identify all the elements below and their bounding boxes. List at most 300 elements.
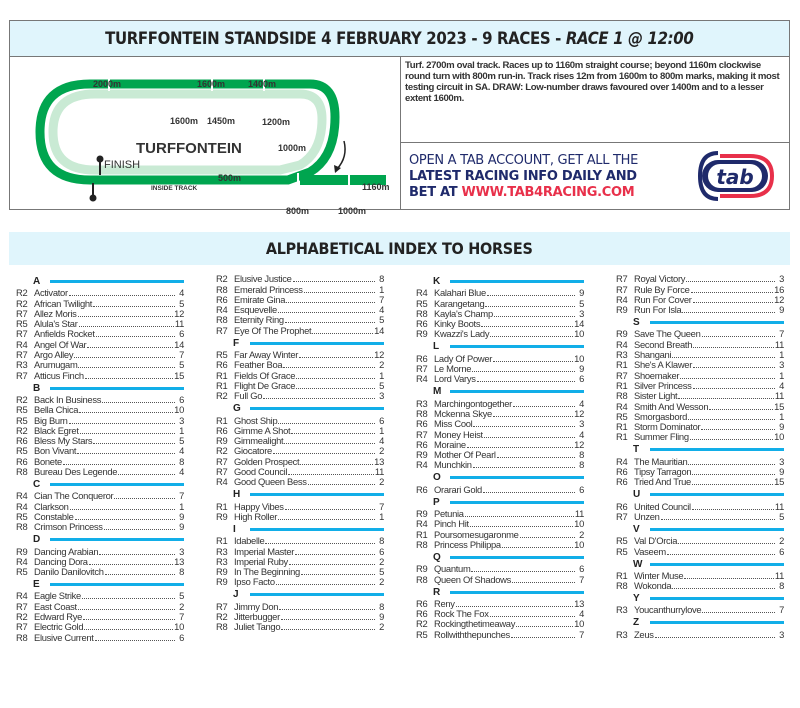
dot-leader (693, 347, 774, 348)
horse-name: Bless My Stars (34, 435, 93, 447)
dot-leader (520, 537, 575, 538)
dot-leader (472, 371, 575, 372)
horse-name: Good Council (234, 466, 288, 478)
horse-name: Clarkson (34, 500, 69, 512)
race-number: R1 (416, 528, 428, 540)
letter-divider (650, 563, 784, 566)
dot-leader (477, 381, 575, 382)
marker-1400m: 1400m (248, 79, 277, 89)
race-number: R1 (216, 379, 228, 391)
horse-name: Crimson Princess (34, 521, 103, 533)
dot-leader (284, 443, 375, 444)
saddle-number: 6 (179, 393, 184, 405)
dot-leader (702, 336, 775, 337)
horse-name: Allez Moris (34, 307, 77, 319)
race-number: R8 (216, 283, 228, 295)
race-number: R9 (216, 435, 228, 447)
letter-label: I (233, 523, 236, 535)
race-number: R1 (616, 421, 628, 433)
letter-label: K (433, 276, 441, 287)
horse-name: Royal Victory (634, 273, 686, 285)
horse-name: Run For Cover (634, 293, 692, 305)
saddle-number: 4 (379, 304, 384, 316)
horse-name: Silver Princess (634, 379, 692, 391)
letter-heading (216, 523, 384, 536)
race-number: R1 (616, 379, 628, 391)
horse-entry (616, 546, 784, 556)
saddle-number: 2 (379, 576, 384, 588)
dot-leader (483, 492, 575, 493)
dot-leader (490, 616, 575, 617)
dot-leader (682, 312, 775, 313)
race-number: R7 (16, 369, 28, 381)
horse-name: Flight De Grace (234, 379, 296, 391)
saddle-number: 1 (379, 424, 384, 436)
horse-name: Edward Rye (34, 611, 83, 623)
race-number: R2 (16, 287, 28, 299)
dot-leader (281, 629, 375, 630)
horse-name: Kayla's Champ (434, 307, 493, 319)
saddle-number: 13 (574, 597, 584, 609)
horse-name: Back In Business (34, 393, 102, 405)
race-number: R7 (616, 510, 628, 522)
horse-entry (416, 519, 584, 529)
horse-name: Juliet Tango (234, 621, 281, 633)
dot-leader (273, 453, 375, 454)
letter-divider (50, 387, 184, 390)
saddle-number: 10 (574, 518, 584, 530)
saddle-number: 8 (379, 535, 384, 547)
marker-2000m: 2000m (93, 79, 122, 89)
marker-1160m: 1160m (362, 182, 390, 192)
horse-name: Zeus (634, 628, 654, 640)
marker-500m: 500m (218, 173, 242, 183)
race-number: R6 (16, 435, 28, 447)
dot-leader (678, 398, 774, 399)
dot-leader (672, 588, 775, 589)
race-number: R4 (16, 590, 28, 602)
horse-name: Dancing Arabian (34, 545, 99, 557)
race-number: R4 (16, 555, 28, 567)
dot-leader (511, 637, 575, 638)
race-number: R7 (616, 283, 628, 295)
saddle-number: 7 (379, 293, 384, 305)
horse-name: Run For Isla (634, 304, 682, 316)
letter-label: Y (633, 593, 640, 605)
horse-name: Rollwiththepunches (434, 628, 510, 640)
race-number: R6 (616, 476, 628, 488)
race-number: R4 (16, 490, 28, 502)
dot-leader (693, 388, 776, 389)
horse-entry (16, 546, 184, 556)
horse-entry (16, 567, 184, 577)
dot-leader (289, 564, 375, 565)
race-number: R8 (216, 621, 228, 633)
saddle-number: 6 (779, 545, 784, 557)
saddle-number: 6 (579, 563, 584, 575)
letter-label: S (633, 317, 640, 329)
horse-name: Rock The Fox (434, 608, 489, 620)
letter-heading (216, 402, 384, 415)
saddle-number: 10 (774, 431, 784, 443)
dot-leader (93, 306, 175, 307)
saddle-number: 15 (774, 476, 784, 488)
horse-name: Jitterbugger (234, 611, 280, 623)
dot-leader (690, 439, 773, 440)
marker-1450m: 1450m (207, 116, 236, 126)
saddle-number: 2 (179, 600, 184, 612)
race-number: R4 (16, 338, 28, 350)
race-number: R8 (16, 466, 28, 478)
saddle-number: 5 (379, 314, 384, 326)
horse-name: Emirate Gina (234, 293, 286, 305)
letter-label: E (33, 579, 40, 591)
dot-leader (96, 336, 175, 337)
race-number: R4 (616, 455, 628, 467)
horse-name: Eagle Strike (34, 590, 81, 602)
race-number: R1 (216, 414, 228, 426)
race-number: R6 (416, 438, 428, 450)
race-number: R4 (616, 400, 628, 412)
standside-track-label: STANDSIDE TRACK (142, 194, 204, 201)
race-number: R7 (16, 621, 28, 633)
horse-name: Black Egret (34, 424, 79, 436)
saddle-number: 1 (179, 500, 184, 512)
saddle-number: 10 (174, 621, 184, 633)
race-number: R1 (216, 535, 228, 547)
horse-name: Eye Of The Prophet (234, 324, 312, 336)
race-number: R5 (416, 628, 428, 640)
saddle-number: 6 (579, 373, 584, 385)
dot-leader (263, 398, 375, 399)
dot-leader (494, 316, 575, 317)
letter-divider (250, 407, 384, 410)
saddle-number: 8 (579, 449, 584, 461)
horse-entry (616, 305, 784, 315)
dot-leader (75, 519, 175, 520)
race-number: R8 (16, 631, 28, 643)
marker-1600m-outer: 1600m (197, 79, 226, 89)
letter-label: V (633, 523, 640, 535)
saddle-number: 7 (779, 604, 784, 616)
letter-divider (50, 280, 184, 283)
race-number: R7 (216, 466, 228, 478)
horse-entry (16, 591, 184, 601)
letter-divider (450, 591, 584, 594)
marker-1600m-inner: 1600m (170, 116, 199, 126)
horse-name: Constable (34, 510, 74, 522)
dot-leader (655, 637, 775, 638)
horse-name: Mother Of Pearl (434, 449, 496, 461)
saddle-number: 13 (374, 455, 384, 467)
horse-name: Far Away Winter (234, 349, 299, 361)
letter-heading (616, 443, 784, 456)
track-map (10, 57, 401, 216)
saddle-number: 1 (379, 369, 384, 381)
dot-leader (688, 419, 775, 420)
dot-leader (89, 564, 173, 565)
horse-entry (16, 370, 184, 380)
letter-divider (50, 583, 184, 586)
horse-entry (216, 446, 384, 456)
tab-logo-icon (698, 151, 776, 201)
race-number: R3 (616, 628, 628, 640)
horse-name: Save The Queen (634, 328, 701, 340)
letter-divider (450, 390, 584, 393)
race-number: R5 (616, 535, 628, 547)
dot-leader (691, 292, 774, 293)
horse-name: Good Queen Bess (234, 476, 307, 488)
letter-heading (416, 340, 584, 353)
horse-name: Activator (34, 287, 68, 299)
dot-leader (702, 612, 775, 613)
horse-entry (616, 432, 784, 442)
saddle-number: 1 (779, 369, 784, 381)
saddle-number: 14 (174, 338, 184, 350)
saddle-number: 3 (579, 418, 584, 430)
race-number: R7 (216, 324, 228, 336)
horse-name: Princess Philippa (434, 538, 501, 550)
saddle-number: 9 (179, 521, 184, 533)
index-column (16, 274, 192, 643)
tab-advert[interactable] (401, 143, 790, 210)
horse-name: Anfields Rocket (34, 328, 95, 340)
letter-label: T (633, 444, 640, 456)
letter-heading (416, 471, 584, 484)
race-number: R9 (416, 328, 428, 340)
horse-name: Storm Dominator (634, 421, 701, 433)
race-number: R4 (16, 500, 28, 512)
horse-name: Kwazzi's Lady (434, 328, 490, 340)
letter-label: A (33, 276, 41, 287)
saddle-number: 13 (174, 555, 184, 567)
horse-name: In The Beginning (234, 566, 300, 578)
dot-leader (686, 281, 775, 282)
dot-leader (692, 484, 773, 485)
svg-text:tab: tab (716, 165, 754, 189)
horse-name: United Council (634, 500, 691, 512)
dot-leader (283, 367, 375, 368)
race-number: R4 (616, 338, 628, 350)
saddle-number: 7 (579, 573, 584, 585)
horse-name: Ipso Facto (234, 576, 275, 588)
race-number: R4 (416, 459, 428, 471)
saddle-number: 7 (179, 349, 184, 361)
index-title: ALPHABETICAL INDEX TO HORSES (266, 239, 533, 258)
letter-divider (250, 528, 384, 531)
race-number: R2 (216, 445, 228, 457)
horse-name: Golden Prospect (234, 455, 300, 467)
saddle-number: 8 (179, 455, 184, 467)
dot-leader (470, 526, 573, 527)
race-number: R2 (216, 390, 228, 402)
horse-name: Vaseem (634, 545, 666, 557)
letter-label: W (633, 558, 643, 570)
dot-leader (296, 378, 375, 379)
dot-leader (513, 406, 575, 407)
dot-leader (709, 409, 773, 410)
letter-divider (650, 621, 784, 624)
horse-name: Electric Gold (34, 621, 84, 633)
track-description-panel (401, 57, 790, 143)
horse-name: Winter Muse (634, 569, 684, 581)
dot-leader (293, 281, 375, 282)
horse-entry (216, 360, 384, 370)
dot-leader (285, 509, 375, 510)
saddle-number: 3 (179, 545, 184, 557)
horse-entry (216, 325, 384, 335)
saddle-number: 5 (179, 590, 184, 602)
horse-name: Bella Chica (34, 404, 79, 416)
letter-heading (416, 586, 584, 599)
saddle-number: 9 (379, 611, 384, 623)
saddle-number: 5 (179, 297, 184, 309)
letter-label: Q (433, 551, 441, 563)
horse-name: Val D'Orcia (634, 535, 678, 547)
letter-heading (616, 616, 784, 629)
race-number: R6 (416, 318, 428, 330)
race-number: R8 (416, 307, 428, 319)
race-number: R1 (216, 500, 228, 512)
horse-entry (416, 564, 584, 574)
dot-leader (77, 453, 175, 454)
race-number: R5 (16, 414, 28, 426)
horse-entry (16, 467, 184, 477)
saddle-number: 3 (579, 307, 584, 319)
horse-entry (16, 622, 184, 632)
horse-entry (216, 477, 384, 487)
horse-name: She's A Klawer (634, 359, 693, 371)
horse-name: African Twilight (34, 297, 93, 309)
letter-heading (616, 558, 784, 571)
race-number: R4 (216, 476, 228, 488)
dot-leader (701, 429, 775, 430)
horse-name: Second Breath (634, 338, 693, 350)
dot-leader (265, 543, 375, 544)
horse-name: Smorgasbord (634, 410, 687, 422)
marker-1000m-straight: 1000m (338, 206, 367, 216)
horse-name: Dancing Dora (34, 555, 88, 567)
letter-divider (650, 597, 784, 600)
letter-divider (250, 493, 384, 496)
dot-leader (281, 619, 375, 620)
horse-entry (216, 622, 384, 632)
race-number: R5 (416, 297, 428, 309)
race-number: R9 (16, 545, 28, 557)
letter-heading (216, 488, 384, 501)
marker-1000m-inner: 1000m (278, 143, 307, 153)
horse-name: Giocatore (234, 445, 272, 457)
race-number: R2 (16, 297, 28, 309)
saddle-number: 2 (379, 555, 384, 567)
saddle-number: 3 (379, 390, 384, 402)
index-column (416, 274, 592, 643)
dot-leader (279, 609, 375, 610)
dot-leader (78, 367, 175, 368)
saddle-number: 5 (379, 566, 384, 578)
dot-leader (85, 378, 173, 379)
race-number: R3 (216, 545, 228, 557)
horse-name: Mckenna Skye (434, 407, 492, 419)
race-number: R1 (616, 569, 628, 581)
saddle-number: 8 (579, 459, 584, 471)
advert-url-link[interactable]: WWW.TAB4RACING.COM (461, 184, 635, 200)
dot-leader (481, 326, 573, 327)
horse-name: Big Burn (34, 414, 68, 426)
letter-heading (616, 523, 784, 536)
dot-leader (104, 529, 175, 530)
dot-leader (467, 447, 573, 448)
race-number: R6 (216, 424, 228, 436)
horse-name: Munchkin (434, 459, 472, 471)
race-number: R6 (416, 418, 428, 430)
horse-entry (16, 329, 184, 339)
page-title (105, 29, 693, 49)
race-number: R1 (616, 359, 628, 371)
saddle-number: 9 (179, 510, 184, 522)
dot-leader (276, 584, 375, 585)
race-number: R7 (416, 363, 428, 375)
dot-leader (299, 357, 373, 358)
race-number: R5 (16, 404, 28, 416)
horse-name: Argo Alley (34, 349, 74, 361)
horse-name: Poursomesugaronme (434, 528, 519, 540)
saddle-number: 14 (574, 318, 584, 330)
race-number: R5 (16, 445, 28, 457)
title-bar (10, 21, 789, 57)
saddle-number: 9 (779, 421, 784, 433)
letter-label: Z (633, 617, 640, 629)
horse-entry (16, 491, 184, 501)
marker-800m: 800m (286, 206, 310, 216)
saddle-number: 16 (774, 283, 784, 295)
saddle-number: 5 (579, 297, 584, 309)
horse-name: Imperial Master (234, 545, 295, 557)
letter-heading (16, 533, 184, 546)
horse-name: Elusive Current (34, 631, 94, 643)
dot-leader (667, 554, 775, 555)
advert-line-3 (409, 185, 638, 201)
race-number: R8 (416, 573, 428, 585)
saddle-number: 7 (379, 500, 384, 512)
dot-leader (79, 326, 174, 327)
horse-entry (16, 522, 184, 532)
dot-leader (118, 474, 175, 475)
letter-divider (50, 483, 184, 486)
race-number: R5 (616, 545, 628, 557)
race-number: R8 (616, 390, 628, 402)
horse-entry (416, 419, 584, 429)
letter-heading (416, 496, 584, 509)
horse-entry (616, 391, 784, 401)
horse-name: Queen Of Shadows (434, 573, 512, 585)
index-column (616, 274, 792, 643)
race-number: R9 (216, 510, 228, 522)
horse-entry (616, 274, 784, 284)
saddle-number: 2 (379, 621, 384, 633)
horse-name: Eternity Ring (234, 314, 284, 326)
horse-name: Money Heist (434, 428, 483, 440)
letter-label: C (33, 479, 41, 491)
saddle-number: 5 (779, 510, 784, 522)
saddle-number: 3 (779, 455, 784, 467)
horse-name: Feather Boa (234, 359, 283, 371)
saddle-number: 5 (179, 359, 184, 371)
horse-entry (416, 484, 584, 494)
saddle-number: 6 (379, 414, 384, 426)
horse-entry (216, 546, 384, 556)
dot-leader (301, 574, 375, 575)
